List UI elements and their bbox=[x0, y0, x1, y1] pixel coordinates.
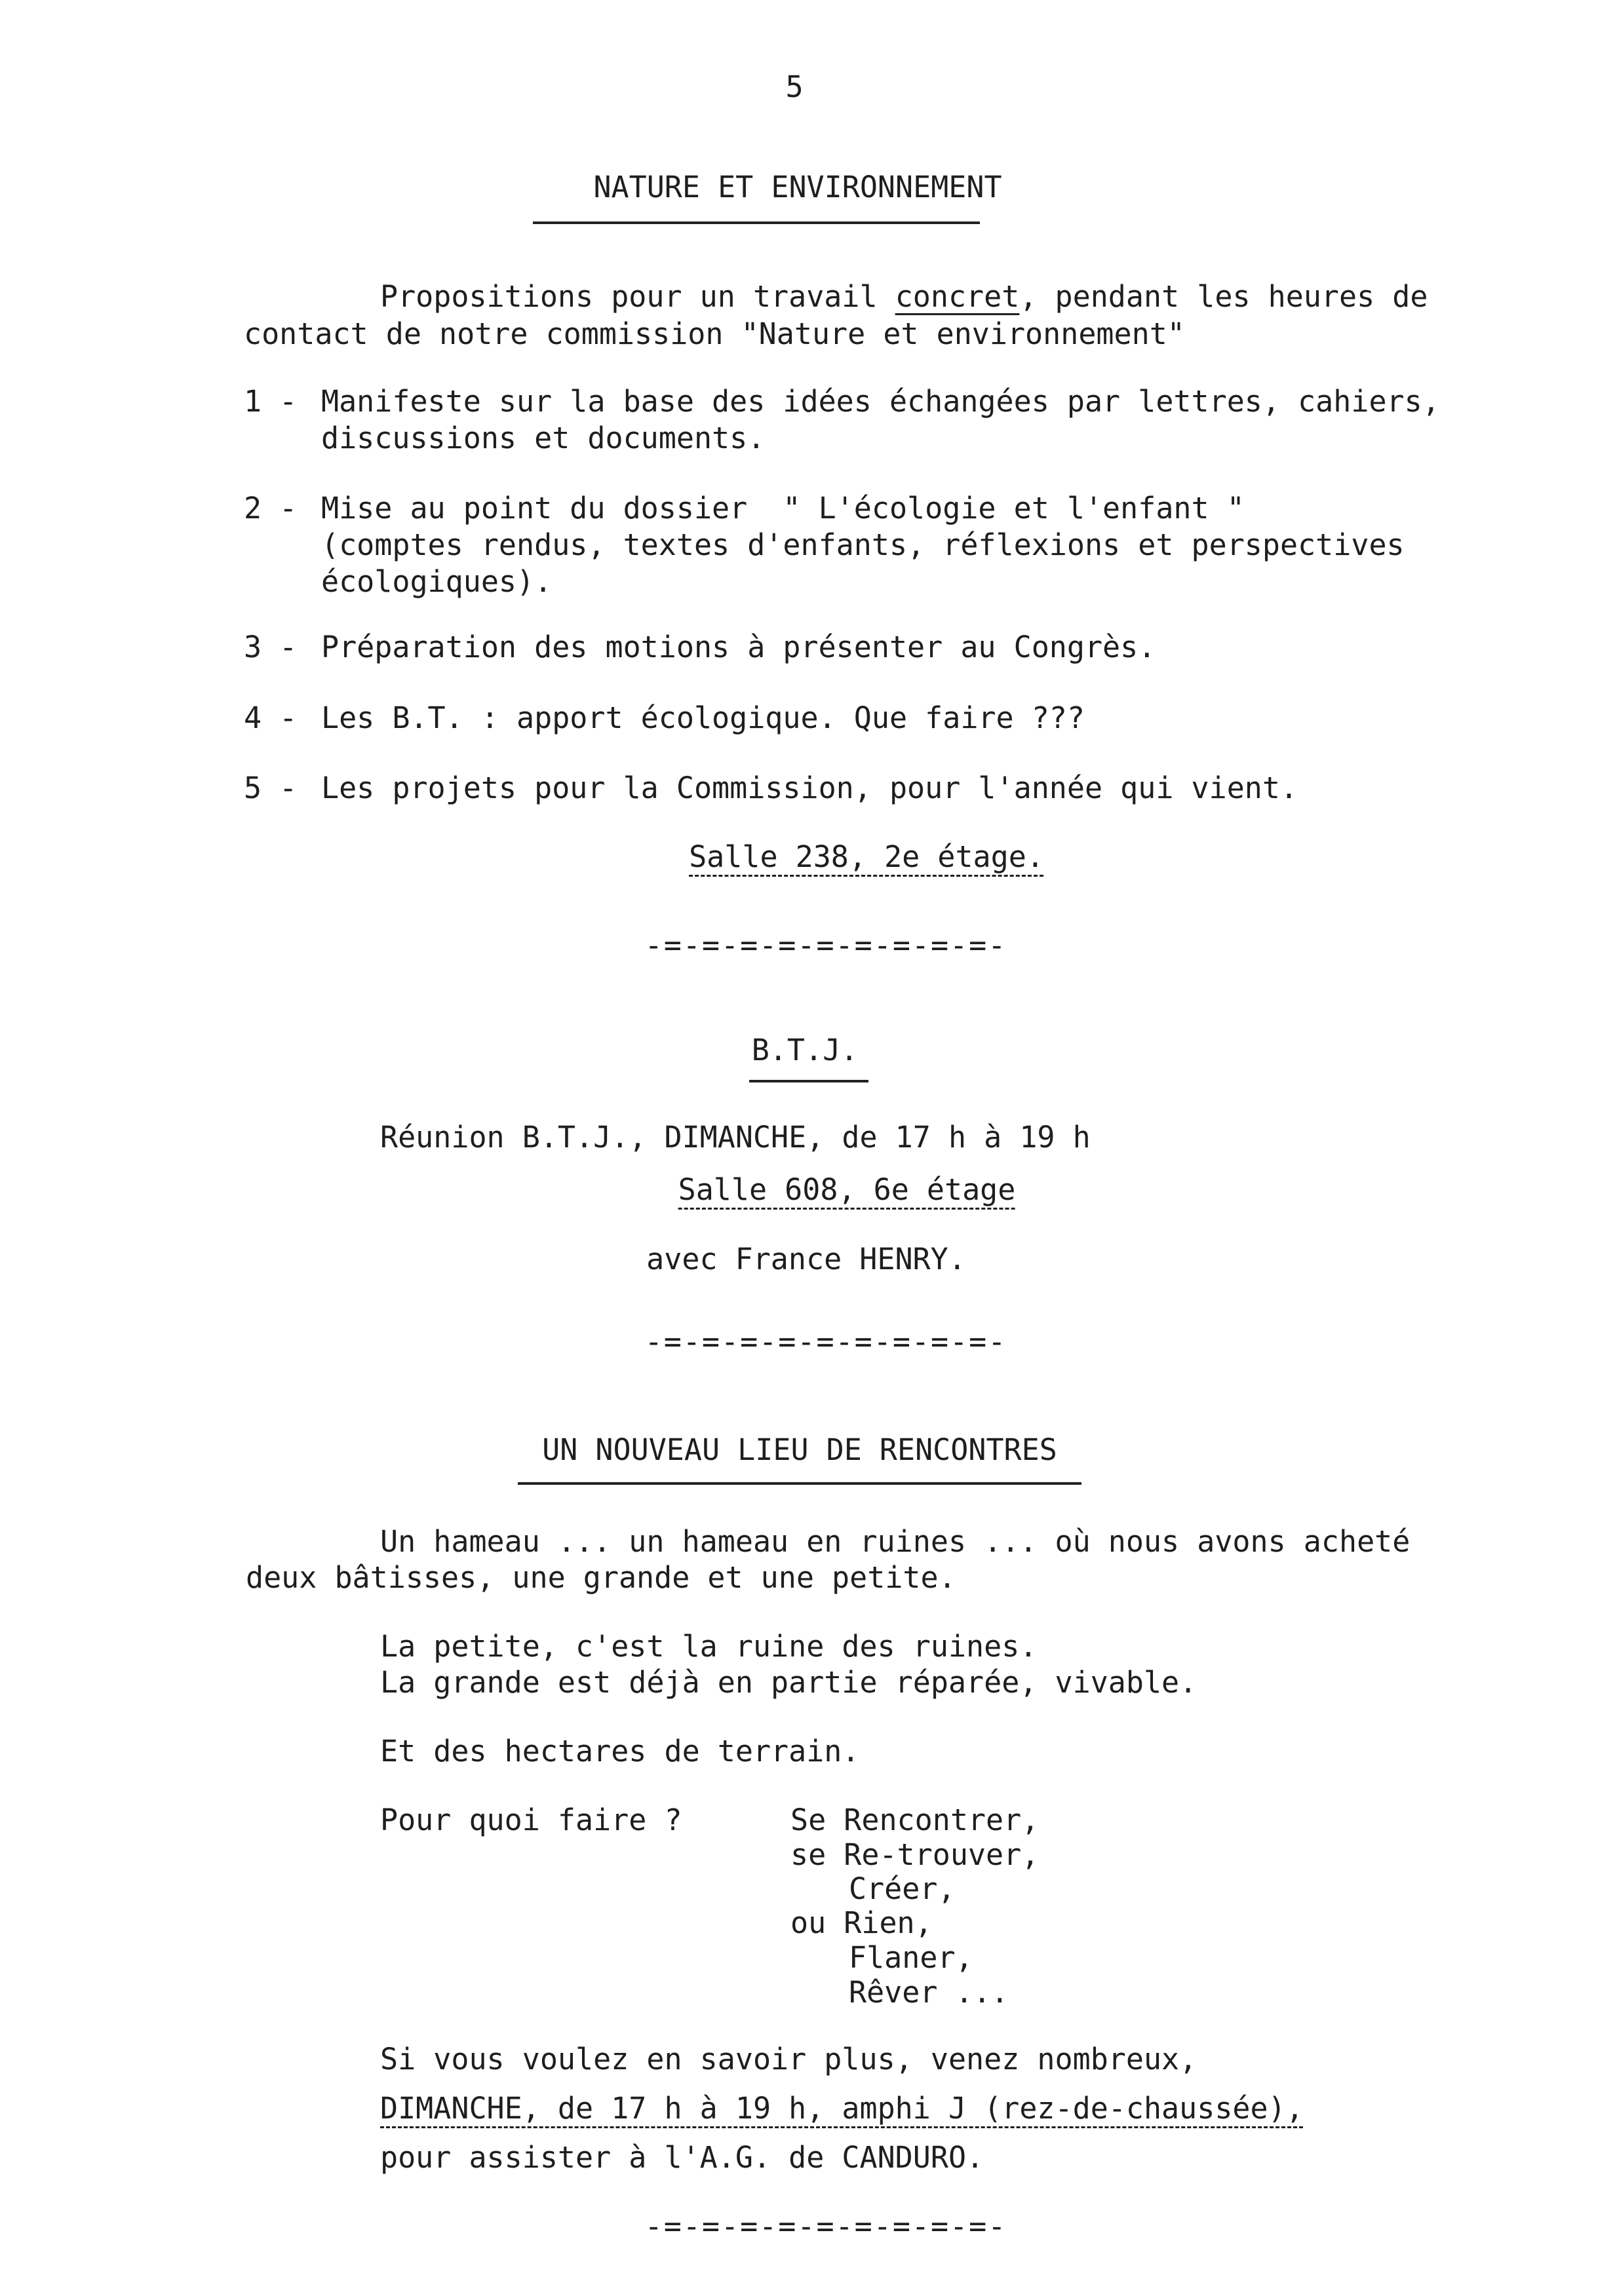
p1-line-1: Un hameau ... un hameau en ruines ... où nous avons acheté bbox=[380, 1524, 1411, 1559]
item-1-text-cont: discussions et documents. bbox=[321, 421, 766, 455]
item-2-text-cont: (comptes rendus, textes d'enfants, réflexions et perspectives bbox=[321, 527, 1405, 562]
section1-location: Salle 238, 2e étage. bbox=[689, 839, 1044, 874]
item-1-text: Manifeste sur la base des idées échangées par lettres, cahiers, bbox=[321, 384, 1440, 419]
p1-line-2: deux bâtisses, une grande et une petite. bbox=[246, 1560, 956, 1595]
answer-item: Se Rencontrer, bbox=[790, 1803, 1040, 1837]
item-2-text: Mise au point du dossier " L'écologie et l'enfant " bbox=[321, 491, 1245, 526]
intro-paragraph: Propositions pour un travail concret, pendant les heures de bbox=[380, 279, 1428, 314]
title-underline bbox=[533, 221, 980, 224]
btj-with: avec France HENRY. bbox=[646, 1242, 966, 1276]
separator: -=-=-=-=-=-=-=-=-=- bbox=[644, 1324, 1007, 1359]
answer-item: Rêver ... bbox=[849, 1975, 1009, 2010]
question: Pour quoi faire ? bbox=[380, 1803, 682, 1837]
p3: Et des hectares de terrain. bbox=[380, 1734, 860, 1769]
item-2-number: 2 - bbox=[244, 491, 298, 526]
item-5-text: Les projets pour la Commission, pour l'année qui vient. bbox=[321, 771, 1298, 805]
separator: -=-=-=-=-=-=-=-=-=- bbox=[644, 2209, 1007, 2244]
item-5-number: 5 - bbox=[244, 771, 298, 805]
section-title-rencontres: UN NOUVEAU LIEU DE RENCONTRES bbox=[542, 1432, 1057, 1467]
answer-item: Créer, bbox=[849, 1871, 956, 1906]
item-3-number: 3 - bbox=[244, 630, 298, 664]
item-3-text: Préparation des motions à présenter au Congrès. bbox=[321, 630, 1156, 664]
section-title-btj: B.T.J. bbox=[751, 1033, 859, 1067]
title-underline bbox=[518, 1482, 1081, 1485]
purpose: pour assister à l'A.G. de CANDURO. bbox=[380, 2140, 984, 2175]
separator: -=-=-=-=-=-=-=-=-=- bbox=[644, 928, 1007, 963]
section-title-nature: NATURE ET ENVIRONNEMENT bbox=[593, 170, 1002, 204]
answer-item: Flaner, bbox=[849, 1940, 973, 1975]
item-1-number: 1 - bbox=[244, 384, 298, 419]
answer-item: ou Rien, bbox=[790, 1905, 933, 1940]
intro-line-2: contact de notre commission "Nature et environnement" bbox=[244, 316, 1185, 351]
p2-line-2: La grande est déjà en partie réparée, vivable. bbox=[380, 1665, 1197, 1700]
intro-emphasis: concret bbox=[895, 279, 1020, 314]
btj-location: Salle 608, 6e étage bbox=[678, 1172, 1016, 1207]
p2-line-1: La petite, c'est la ruine des ruines. bbox=[380, 1629, 1038, 1664]
item-2-text-cont-2: écologiques). bbox=[321, 564, 553, 599]
meeting-time: DIMANCHE, de 17 h à 19 h, amphi J (rez-de-chaussée), bbox=[380, 2091, 1304, 2126]
invite: Si vous voulez en savoir plus, venez nombreux, bbox=[380, 2042, 1197, 2076]
item-4-text: Les B.T. : apport écologique. Que faire ??? bbox=[321, 700, 1085, 735]
answer-item: se Re-trouver, bbox=[790, 1837, 1040, 1872]
title-underline bbox=[749, 1080, 868, 1082]
btj-meeting: Réunion B.T.J., DIMANCHE, de 17 h à 19 h bbox=[380, 1120, 1091, 1155]
item-4-number: 4 - bbox=[244, 700, 298, 735]
page-number: 5 bbox=[785, 69, 804, 104]
